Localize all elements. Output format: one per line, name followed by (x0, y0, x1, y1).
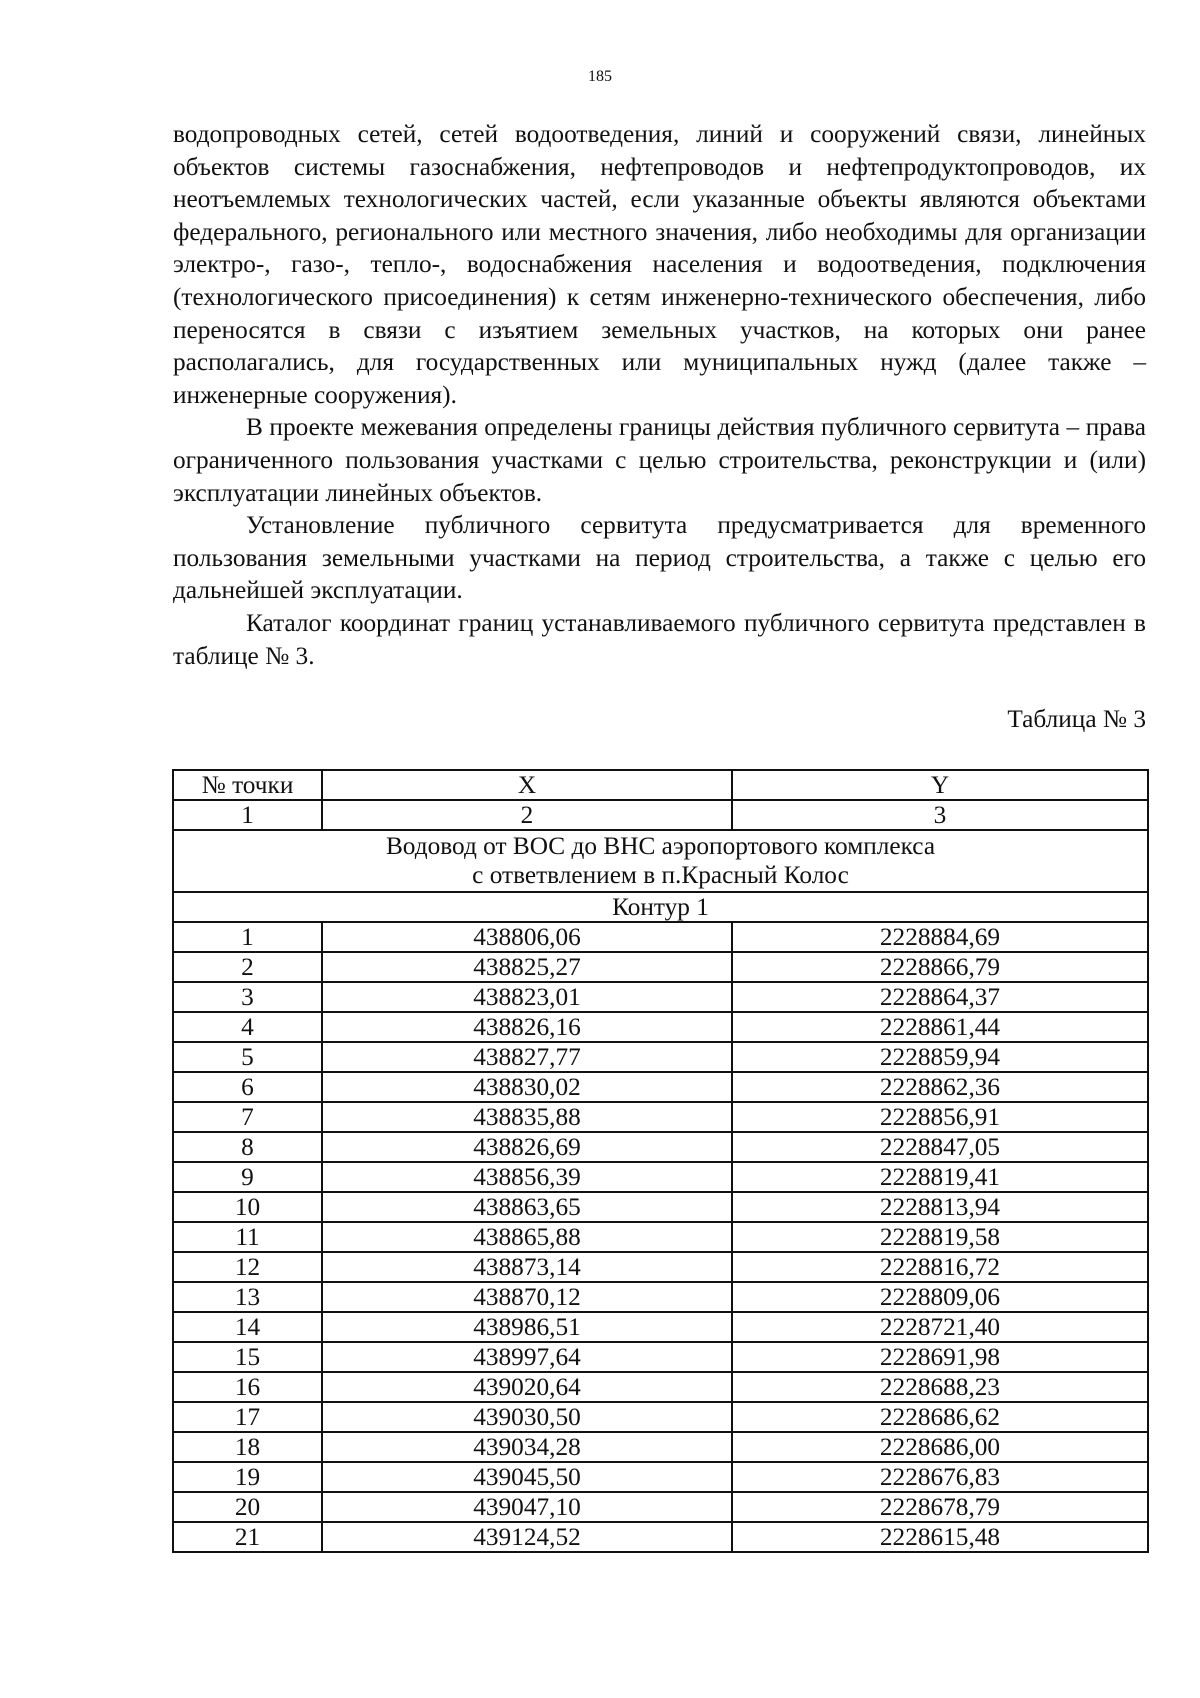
body-text (173, 118, 1146, 672)
y-coordinate-cell: 2228819,58 (732, 1222, 1148, 1252)
y-coordinate-cell: 2228721,40 (732, 1312, 1148, 1342)
table-row (173, 1072, 1148, 1102)
point-number-cell: 3 (173, 982, 322, 1012)
y-coordinate-cell: 2228864,37 (732, 982, 1148, 1012)
y-coordinate-cell: 2228691,98 (732, 1342, 1148, 1372)
point-number-cell: 16 (173, 1372, 322, 1402)
point-number-cell: 6 (173, 1072, 322, 1102)
y-coordinate-cell: 2228819,41 (732, 1162, 1148, 1192)
x-coordinate-cell: 438865,88 (322, 1222, 732, 1252)
point-number-cell: 17 (173, 1402, 322, 1432)
x-coordinate-cell: 438835,88 (322, 1102, 732, 1132)
table-row (173, 1282, 1148, 1312)
contour-row (173, 892, 1148, 922)
header-point-number: № точки (173, 770, 322, 800)
point-number-cell: 2 (173, 952, 322, 982)
table-row (173, 1522, 1148, 1552)
point-number-cell: 20 (173, 1492, 322, 1522)
table-row (173, 1012, 1148, 1042)
point-number-cell: 12 (173, 1252, 322, 1282)
column-number-row (173, 800, 1148, 830)
page-number: 185 (588, 68, 612, 85)
object-title-line1: Водовод от ВОС до ВНС аэропортового комплекса (385, 832, 936, 860)
table-row (173, 1102, 1148, 1132)
x-coordinate-cell: 438997,64 (322, 1342, 732, 1372)
table-row (173, 922, 1148, 952)
table-row (173, 1462, 1148, 1492)
x-coordinate-cell: 439124,52 (322, 1522, 732, 1552)
y-coordinate-cell: 2228847,05 (732, 1132, 1148, 1162)
x-coordinate-cell: 439020,64 (322, 1372, 732, 1402)
table-row (173, 952, 1148, 982)
table-row (173, 1162, 1148, 1192)
paragraph-catalog-reference: Каталог координат границ устанавливаемого публичного сервитута представлен в таблице № 3. (173, 608, 1146, 670)
x-coordinate-cell: 439045,50 (322, 1462, 732, 1492)
column-number-2: 2 (322, 800, 732, 830)
table-row (173, 1492, 1148, 1522)
point-number-cell: 14 (173, 1312, 322, 1342)
paragraph-continuation: водопроводных сетей, сетей водоотведения, линий и сооружений связи, линейных объектов системы газоснабжения, нефтепроводов и нефтепродуктопроводов, их неотъемлемых технологических частей, если указанные объекты являются объектами федерального, регионального или местного значения, либо необходимы для организации электро-, газо-, тепло-, водоснабжения населения и водоотведения, подключения (технологического присоединения) к сетям инженерно-технического обеспечения, либо переносятся в связи с изъятием земельных участков, на которых они ранее располагались, для государственных или муниципальных нужд (далее также – инженерные сооружения). (173, 120, 1146, 409)
x-coordinate-cell: 439030,50 (322, 1402, 732, 1432)
table-header-row (173, 770, 1148, 800)
point-number-cell: 15 (173, 1342, 322, 1372)
x-coordinate-cell: 438873,14 (322, 1252, 732, 1282)
y-coordinate-cell: 2228615,48 (732, 1522, 1148, 1552)
object-title-line2: с ответвлением в п.Красный Колос (472, 861, 849, 889)
x-coordinate-cell: 438870,12 (322, 1282, 732, 1312)
y-coordinate-cell: 2228676,83 (732, 1462, 1148, 1492)
x-coordinate-cell: 439047,10 (322, 1492, 732, 1522)
y-coordinate-cell: 2228809,06 (732, 1282, 1148, 1312)
point-number-cell: 21 (173, 1522, 322, 1552)
x-coordinate-cell: 438823,01 (322, 982, 732, 1012)
y-coordinate-cell: 2228866,79 (732, 952, 1148, 982)
object-title-row (173, 830, 1148, 892)
x-coordinate-cell: 438826,16 (322, 1012, 732, 1042)
table-row (173, 1192, 1148, 1222)
table-row (173, 1312, 1148, 1342)
table-row (173, 1132, 1148, 1162)
y-coordinate-cell: 2228686,62 (732, 1402, 1148, 1432)
point-number-cell: 7 (173, 1102, 322, 1132)
table-row (173, 1252, 1148, 1282)
column-number-1: 1 (173, 800, 322, 830)
x-coordinate-cell: 438986,51 (322, 1312, 732, 1342)
table-row (173, 1222, 1148, 1252)
coordinates-table (172, 769, 1149, 1553)
table-row (173, 1342, 1148, 1372)
y-coordinate-cell: 2228884,69 (732, 922, 1148, 952)
y-coordinate-cell: 2228862,36 (732, 1072, 1148, 1102)
x-coordinate-cell: 439034,28 (322, 1432, 732, 1462)
object-title-cell (173, 830, 1148, 892)
x-coordinate-cell: 438830,02 (322, 1072, 732, 1102)
point-number-cell: 4 (173, 1012, 322, 1042)
point-number-cell: 10 (173, 1192, 322, 1222)
table-row (173, 1372, 1148, 1402)
contour-title: Контур 1 (173, 892, 1148, 922)
point-number-cell: 1 (173, 922, 322, 952)
x-coordinate-cell: 438856,39 (322, 1162, 732, 1192)
point-number-cell: 18 (173, 1432, 322, 1462)
point-number-cell: 11 (173, 1222, 322, 1252)
y-coordinate-cell: 2228816,72 (732, 1252, 1148, 1282)
y-coordinate-cell: 2228861,44 (732, 1012, 1148, 1042)
x-coordinate-cell: 438825,27 (322, 952, 732, 982)
y-coordinate-cell: 2228813,94 (732, 1192, 1148, 1222)
x-coordinate-cell: 438827,77 (322, 1042, 732, 1072)
y-coordinate-cell: 2228678,79 (732, 1492, 1148, 1522)
y-coordinate-cell: 2228686,00 (732, 1432, 1148, 1462)
header-y: Y (732, 770, 1148, 800)
x-coordinate-cell: 438863,65 (322, 1192, 732, 1222)
point-number-cell: 5 (173, 1042, 322, 1072)
point-number-cell: 19 (173, 1462, 322, 1492)
table-caption: Таблица № 3 (1007, 705, 1146, 733)
y-coordinate-cell: 2228859,94 (732, 1042, 1148, 1072)
point-number-cell: 9 (173, 1162, 322, 1192)
table-row (173, 1042, 1148, 1072)
point-number-cell: 13 (173, 1282, 322, 1312)
y-coordinate-cell: 2228688,23 (732, 1372, 1148, 1402)
column-number-3: 3 (732, 800, 1148, 830)
y-coordinate-cell: 2228856,91 (732, 1102, 1148, 1132)
x-coordinate-cell: 438806,06 (322, 922, 732, 952)
table-row (173, 1402, 1148, 1432)
table-row (173, 982, 1148, 1012)
paragraph-servitude-purpose: Установление публичного сервитута предусматривается для временного пользования земельными участками на период строительства, а также с целью его дальнейшей эксплуатации. (173, 511, 1146, 605)
point-number-cell: 8 (173, 1132, 322, 1162)
table-row (173, 1432, 1148, 1462)
header-x: X (322, 770, 732, 800)
x-coordinate-cell: 438826,69 (322, 1132, 732, 1162)
paragraph-servitude-boundaries: В проекте межевания определены границы действия публичного сервитута – права ограниченного пользования участками с целью строительства, реконструкции и (или) эксплуатации линейных объектов. (173, 413, 1146, 507)
